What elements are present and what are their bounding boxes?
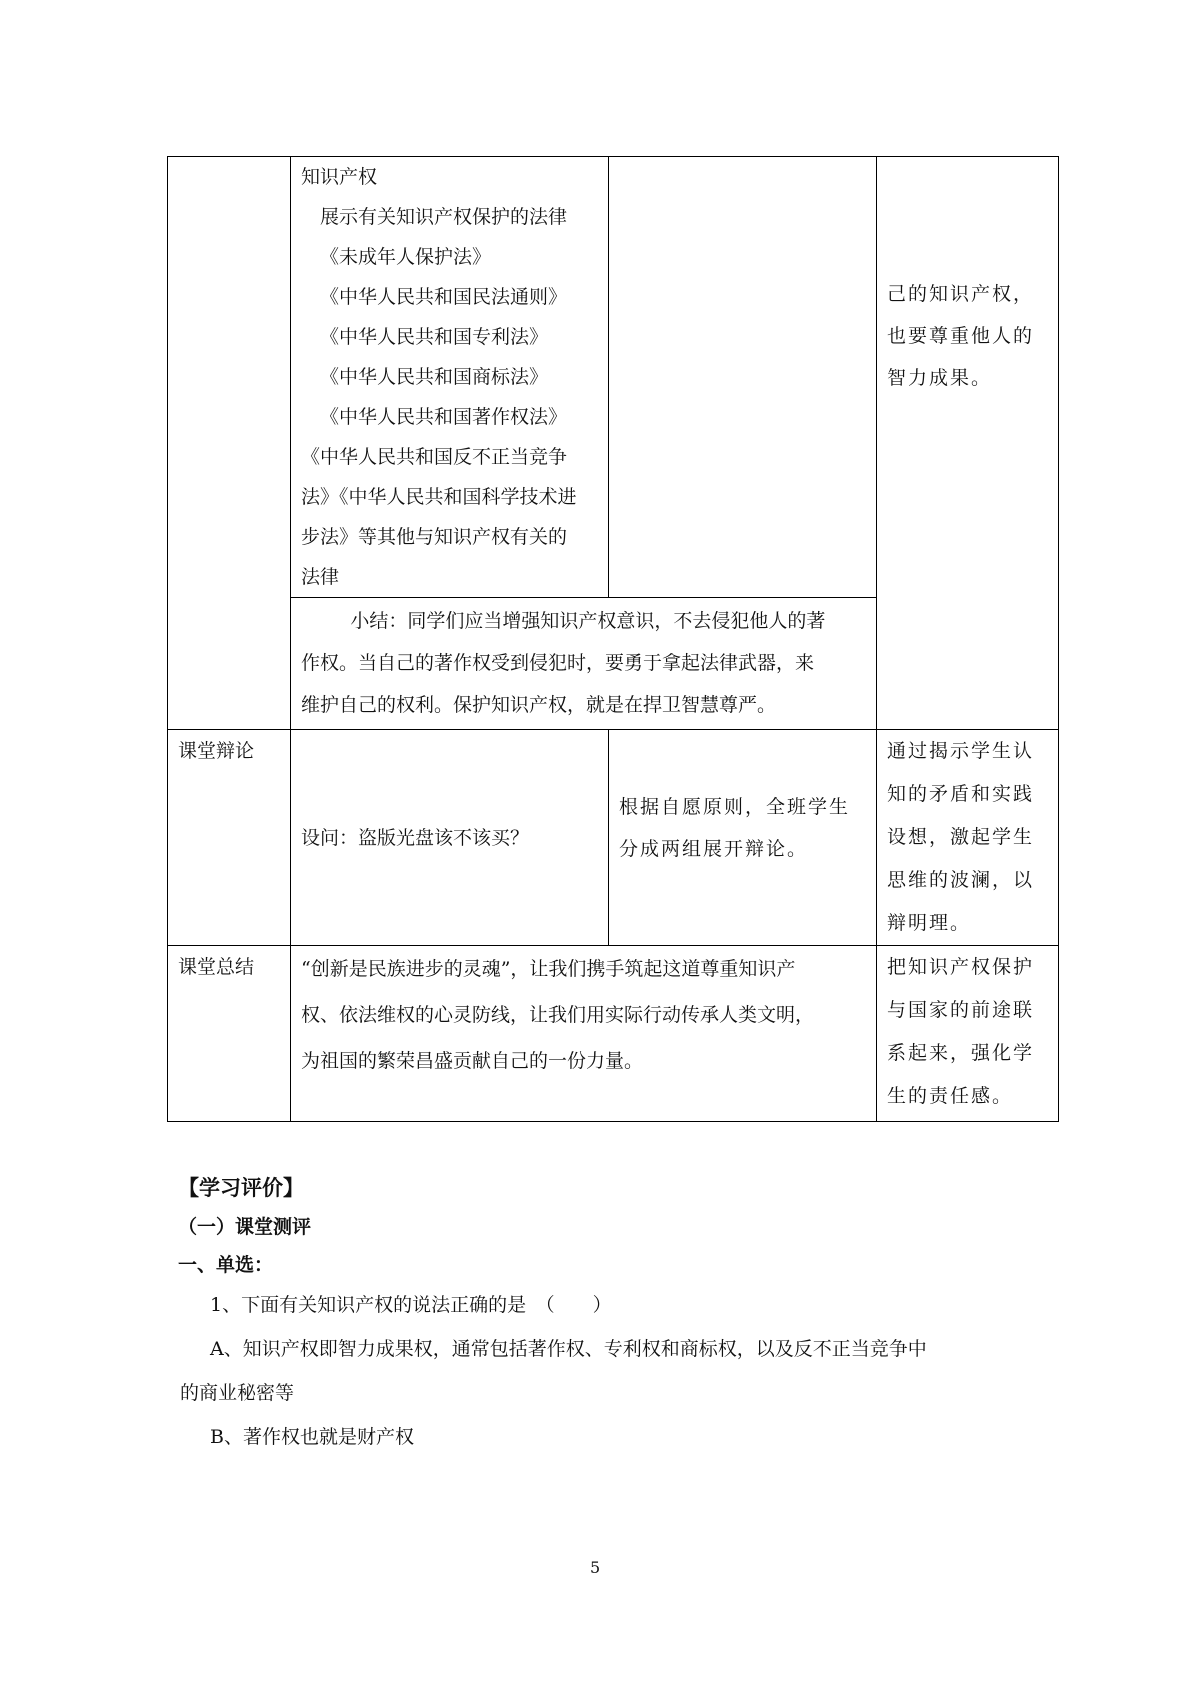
design-line: 设想，激起学生: [887, 826, 1035, 848]
design-line: 辩明理。: [887, 912, 972, 934]
conclusion-line: 权、依法维权的心灵防线，让我们用实际行动传承人类文明，: [301, 1004, 815, 1026]
option-b-text: B、著作权也就是财产权: [210, 1426, 414, 1448]
table-row: [168, 730, 1059, 946]
content-line: 步法》等其他与知识产权有关的: [301, 526, 568, 548]
conclusion-cell: [291, 946, 877, 1122]
content-line: 法律: [301, 566, 340, 588]
stage-label: 课堂总结: [178, 956, 255, 978]
design-intent-cell: [877, 730, 1059, 946]
option-a-line: 的商业秘密等: [180, 1382, 295, 1404]
student-activity-cell-empty: [609, 157, 877, 598]
stage-cell-empty: [168, 157, 291, 730]
content-line: 《中华人民共和国著作权法》: [320, 406, 568, 428]
conclusion-line: “创新是民族进步的灵魂”，让我们携手筑起这道尊重知识产: [301, 958, 796, 980]
design-line: 思维的波澜，以: [887, 869, 1035, 891]
table-row: [168, 157, 1059, 598]
content-line: 展示有关知识产权保护的法律: [320, 206, 568, 228]
content-cell: [291, 157, 609, 598]
content-line: 法》《中华人民共和国科学技术进: [301, 486, 577, 508]
design-intent-cell: [877, 946, 1059, 1122]
design-intent-cell: [877, 157, 1059, 730]
table-row: [168, 946, 1059, 1122]
evaluation-subheading: （一）课堂测评: [178, 1216, 312, 1238]
page-number: 5: [590, 1558, 601, 1577]
student-line: 分成两组展开辩论。: [619, 837, 809, 860]
design-line: 把知识产权保护: [887, 956, 1035, 978]
content-line: 《中华人民共和国商标法》: [320, 366, 549, 388]
content-line: 《中华人民共和国专利法》: [320, 326, 549, 348]
content-line: 《未成年人保护法》: [320, 246, 492, 268]
design-line: 与国家的前途联: [887, 999, 1035, 1021]
summary-line: 作权。当自己的著作权受到侵犯时，要勇于拿起法律武器，来: [301, 652, 815, 674]
design-line: 系起来，强化学: [887, 1042, 1035, 1064]
student-activity-cell: [609, 730, 877, 946]
design-line: 生的责任感。: [887, 1085, 1014, 1107]
lesson-plan-table: [167, 156, 1059, 1122]
question-section-label: 一、单选：: [178, 1254, 274, 1276]
design-line: 己的知识产权，: [887, 283, 1035, 305]
content-line: 《中华人民共和国反不正当竞争: [301, 446, 568, 468]
stage-label: 课堂辩论: [178, 740, 255, 762]
option-a-line: A、知识产权即智力成果权，通常包括著作权、专利权和商标权，以及反不正当竞争中: [210, 1338, 927, 1360]
question-text: 1、下面有关知识产权的说法正确的是 （ ）: [210, 1294, 612, 1316]
evaluation-heading: 【学习评价】: [178, 1176, 304, 1200]
content-line: 《中华人民共和国民法通则》: [320, 286, 568, 308]
student-line: 根据自愿原则，全班学生: [619, 795, 851, 818]
design-line: 通过揭示学生认: [887, 740, 1035, 762]
teacher-activity-cell: [291, 730, 609, 946]
content-line: 知识产权: [301, 166, 378, 188]
summary-line: 小结：同学们应当增强知识产权意识，不去侵犯他人的著: [350, 610, 826, 632]
stage-cell: [168, 946, 291, 1122]
design-line: 也要尊重他人的: [887, 325, 1035, 347]
design-line: 智力成果。: [887, 367, 993, 389]
stage-cell: [168, 730, 291, 946]
teacher-question: 设问：盗版光盘该不该买？: [301, 826, 530, 849]
conclusion-line: 为祖国的繁荣昌盛贡献自己的一份力量。: [301, 1050, 644, 1072]
design-line: 知的矛盾和实践: [887, 783, 1035, 805]
summary-cell: [291, 598, 877, 730]
summary-line: 维护自己的权利。保护知识产权，就是在捍卫智慧尊严。: [301, 694, 777, 716]
